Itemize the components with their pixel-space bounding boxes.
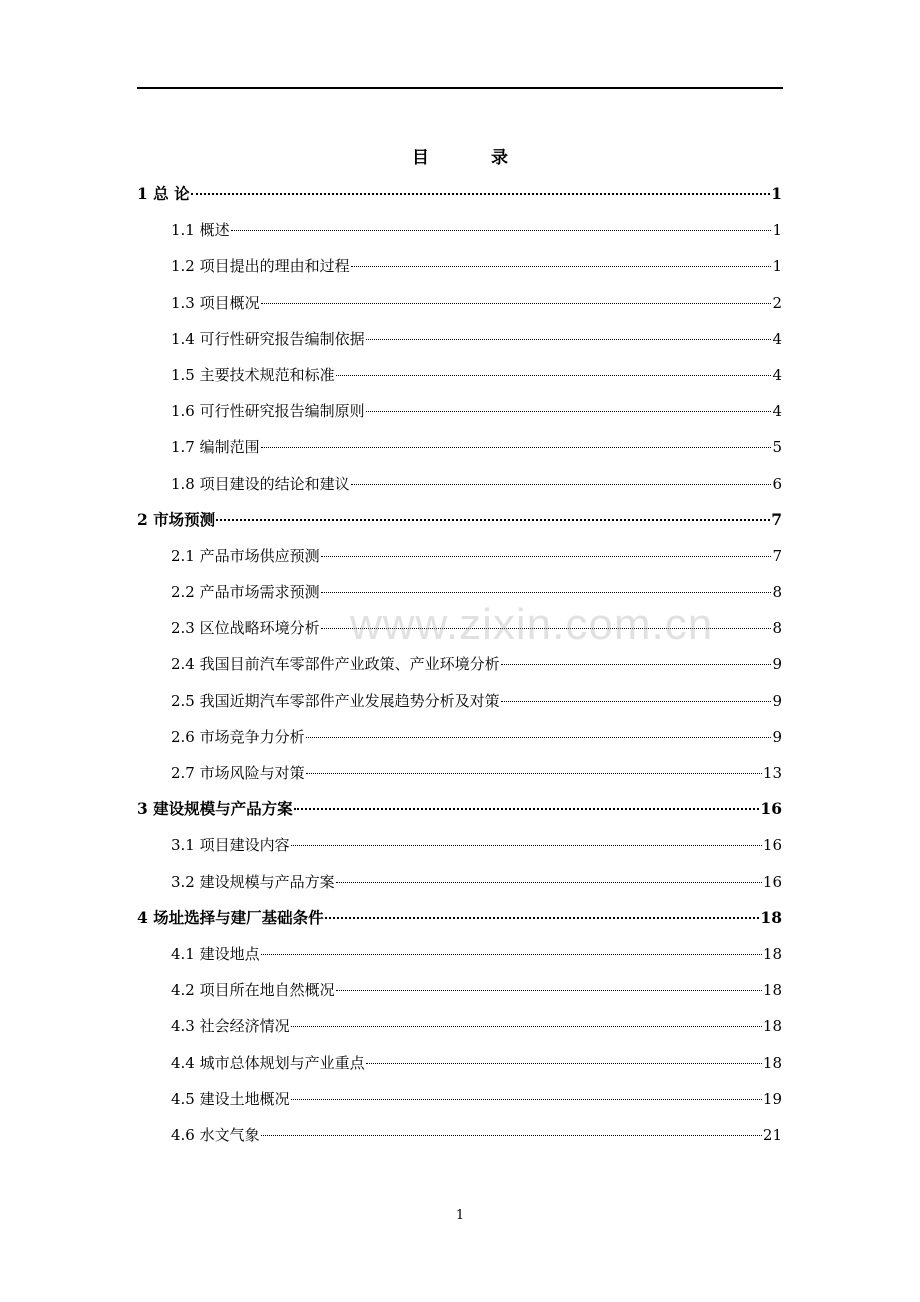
toc-entry-label: 4.5 建设土地概况 [171,1089,290,1108]
toc-entry-label: 4.6 水文气象 [171,1125,260,1144]
toc-entry-page: 16 [762,836,782,855]
toc-entry-page: 5 [772,438,782,457]
toc-section-entry[interactable] [137,429,782,465]
toc-entry-label: 2.4 我国目前汽车零部件产业政策、产业环境分析 [171,655,500,674]
watermark: www.zixin.com.cn [350,600,714,649]
toc-entry-label: 2.6 市场竞争力分析 [171,727,305,746]
toc-title [0,143,920,168]
toc-leader-dots [306,773,762,774]
toc-leader-dots [351,266,772,267]
toc-entry-label: 1.6 可行性研究报告编制原则 [171,402,365,421]
toc-entry-page: 9 [772,691,782,710]
toc-section-entry[interactable] [137,1081,782,1117]
toc-leader-dots [325,917,760,919]
toc-entry-page: 8 [772,583,782,602]
toc-entry-page: 7 [771,509,782,529]
toc-entry-page: 6 [772,474,782,493]
toc-entry-page: 16 [762,872,782,891]
toc-leader-dots [306,737,772,738]
toc-entry-label: 2.7 市场风险与对策 [171,764,305,782]
toc-leader-dots [294,808,760,810]
toc-section-entry[interactable] [137,683,782,719]
toc-entry-page: 2 [772,293,782,312]
toc-leader-dots [261,954,762,955]
toc-chapter-entry[interactable] [137,791,782,827]
toc-entry-page: 4 [772,365,782,384]
toc-entry-page: 1 [771,184,782,203]
toc-entry-label: 1.8 项目建设的结论和建议 [171,474,350,493]
toc-section-entry[interactable] [137,827,782,863]
toc-entry-label: 4.3 社会经济情况 [171,1017,290,1036]
toc-section-entry[interactable] [137,1117,782,1153]
toc-entry-page: 1 [772,257,782,276]
toc-title-char-2: 录 [491,148,508,168]
toc-entry-page: 18 [762,1017,782,1036]
toc-leader-dots [501,664,772,665]
toc-entry-page: 19 [762,1089,782,1108]
toc-leader-dots [321,556,772,557]
toc-entry-label: 1.5 主要技术规范和标准 [171,365,335,384]
toc-section-entry[interactable] [137,466,782,502]
toc-entry-label: 4.2 项目所在地自然概况 [171,981,335,1000]
toc-entry-label: 4.1 建设地点 [171,944,260,963]
toc-entry-page: 18 [762,981,782,1000]
toc-entry-page: 13 [762,764,782,782]
toc-entry-label: 4.4 城市总体规划与产业重点 [171,1053,365,1072]
toc-entry-label: 3.1 项目建设内容 [171,836,290,855]
toc-leader-dots [366,411,772,412]
toc-leader-dots [216,519,770,521]
toc-chapter-entry[interactable] [137,900,782,936]
toc-section-entry[interactable] [137,321,782,357]
toc-entry-page: 4 [772,329,782,348]
toc-entry-label: 4 场址选择与建厂基础条件 [137,907,324,927]
toc-entry-page: 18 [762,944,782,963]
toc-section-entry[interactable] [137,755,782,791]
toc-leader-dots [501,701,772,702]
toc-leader-dots [261,1135,762,1136]
toc-leader-dots [291,1099,762,1100]
toc-leader-dots [231,230,772,231]
toc-entry-label: 2.1 产品市场供应预测 [171,546,320,565]
toc-entry-label: 2.5 我国近期汽车零部件产业发展趋势分析及对策 [171,691,500,710]
toc-entry-page: 21 [762,1125,782,1144]
toc-section-entry[interactable] [137,538,782,574]
toc-leader-dots [291,1026,762,1027]
toc-leader-dots [336,375,772,376]
toc-leader-dots [321,592,772,593]
toc-leader-dots [366,339,772,340]
toc-entry-label: 3.2 建设规模与产品方案 [171,872,335,891]
toc-entry-label: 2 市场预测 [137,509,216,529]
toc-entry-page: 18 [760,907,782,927]
header-rule [137,87,783,89]
toc-leader-dots [191,193,771,195]
toc-entry-label: 1.7 编制范围 [171,438,260,457]
toc-entry-label: 2.3 区位战略环境分析 [171,619,320,638]
toc-entry-page: 7 [772,546,782,565]
toc-entry-label: 1 总 论 [137,184,190,203]
toc-entry-label: 1.1 概述 [171,221,230,240]
toc-section-entry[interactable] [137,393,782,429]
toc-leader-dots [336,990,762,991]
footer-page-number: 1 [455,1208,465,1223]
toc-section-entry[interactable] [137,936,782,972]
toc-section-entry[interactable] [137,1008,782,1044]
toc-entry-label: 2.2 产品市场需求预测 [171,583,320,602]
toc-leader-dots [261,303,772,304]
toc-entry-page: 9 [772,727,782,746]
toc-chapter-entry[interactable] [137,502,782,538]
toc-leader-dots [291,845,762,846]
toc-section-entry[interactable] [137,357,782,393]
table-of-contents [137,176,782,1153]
toc-chapter-entry[interactable] [137,176,782,212]
toc-entry-label: 1.3 项目概况 [171,293,260,312]
toc-entry-page: 4 [772,402,782,421]
toc-leader-dots [351,484,772,485]
toc-title-char-1: 目 [412,148,429,168]
toc-entry-page: 16 [760,799,782,819]
toc-leader-dots [366,1063,762,1064]
toc-entry-label: 1.4 可行性研究报告编制依据 [171,329,365,348]
toc-leader-dots [261,447,772,448]
toc-section-entry[interactable] [137,285,782,321]
toc-entry-page: 9 [772,655,782,674]
toc-entry-page: 8 [772,619,782,638]
toc-entry-page: 18 [762,1053,782,1072]
toc-section-entry[interactable] [137,248,782,284]
toc-section-entry[interactable] [137,864,782,900]
toc-entry-page: 1 [772,221,782,240]
toc-entry-label: 1.2 项目提出的理由和过程 [171,257,350,276]
toc-section-entry[interactable] [137,1045,782,1081]
toc-entry-label: 3 建设规模与产品方案 [137,799,293,819]
toc-section-entry[interactable] [137,972,782,1008]
toc-leader-dots [336,882,762,883]
toc-section-entry[interactable] [137,719,782,755]
toc-section-entry[interactable] [137,212,782,248]
toc-section-entry[interactable] [137,646,782,682]
